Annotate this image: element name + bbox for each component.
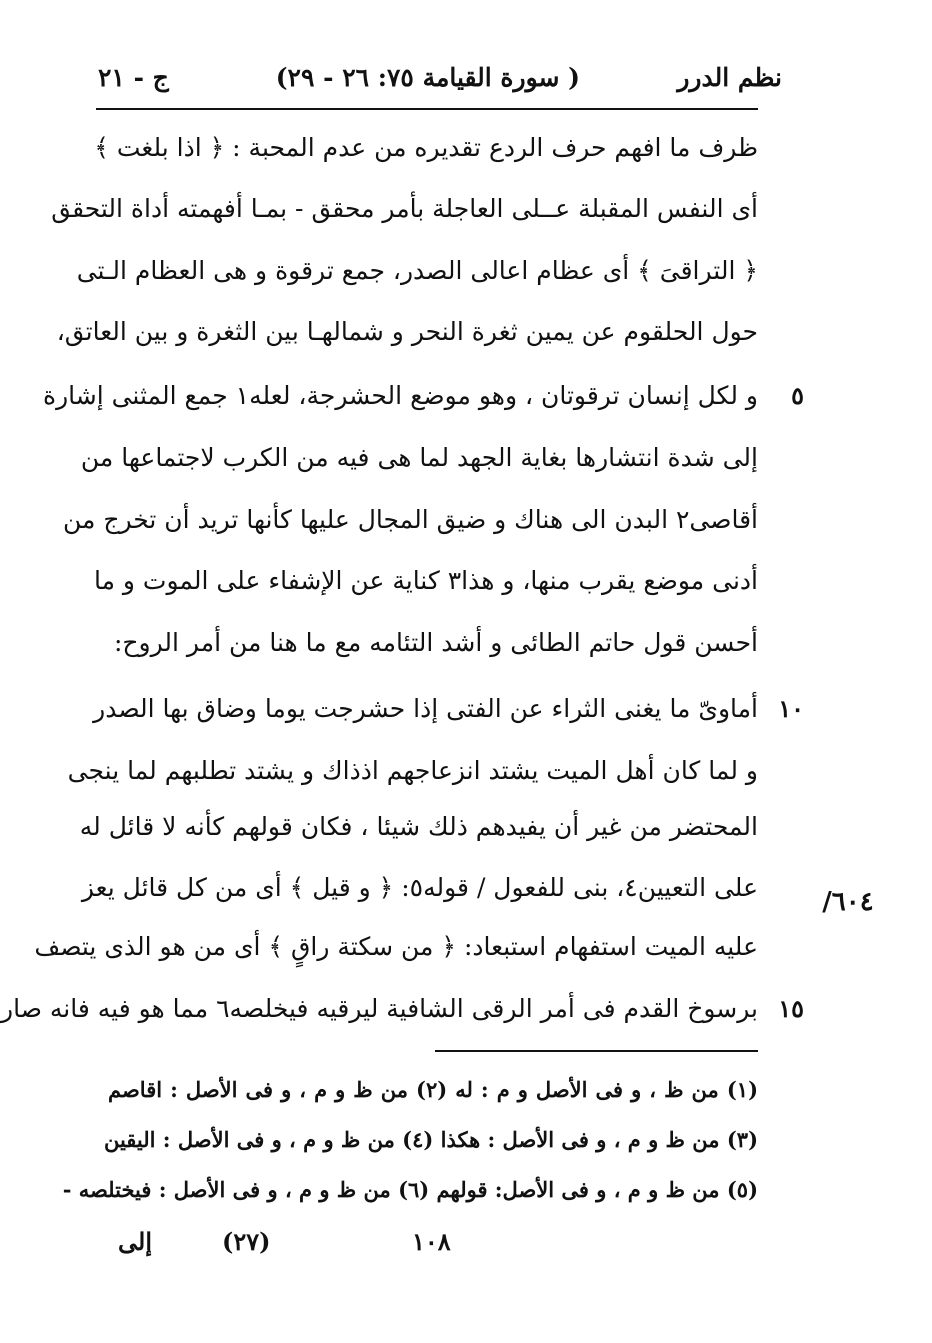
signature-mark: (٢٧) [222,1227,271,1256]
text-line: ظرف ما افهم حرف الردع تقديره من عدم المحبة : ﴿ اذا بلغت ﴾ [94,133,758,162]
line-number: ٥ [791,381,804,410]
text-line: المحتضر من غير أن يفيدهم ذلك شيئا ، فكان قولهم كأنه لا قائل له [79,812,758,841]
text-line: ﴿ التراقىَ ﴾ أى عظام اعالى الصدر، جمع ترقوة و هى العظام الـتى [76,256,758,285]
surah-reference: ( سورة القيامة ٧٥: ٢٦ - ٢٩) [275,63,580,92]
catchword: إلى [118,1227,152,1256]
text-line: أى النفس المقبلة عــلى العاجلة بأمر محقق - بمـا أفهمته أداة التحقق [51,194,758,223]
text-line: إلى شدة انتشارها بغاية الجهد لما هى فيه من الكرب لاجتماعها من [80,443,758,472]
text-line: و لكل إنسان ترقوتان ، وهو موضع الحشرجة، لعله١ جمع المثنى إشارة [42,381,758,410]
manuscript-folio-note: ٦٠٤/ [822,887,874,917]
text-line: على التعيين٤، بنى للفعول / قوله٥: ﴿ و قيل ﴾ أى من كل قائل يعز [81,873,758,902]
line-number: ١٥ [778,994,804,1023]
line-number: ١٠ [778,694,804,723]
part-number: ج - ٢١ [98,63,169,92]
page-number: ١٠٨ [412,1227,451,1256]
text-line: و لما كان أهل الميت يشتد انزعاجهم اذذاك و يشتد تطلبهم لما ينجى [67,756,758,785]
footnote-line: (٣) من ظ و م ، و فى الأصل : هكذا (٤) من ظ و م ، و فى الأصل : اليقين [103,1127,758,1152]
header-divider [96,108,758,110]
footnote-line: (٥) من ظ و م ، و فى الأصل: قولهم (٦) من ظ و م ، و فى الأصل : فيختلصه - [62,1177,758,1202]
text-line: أحسن قول حاتم الطائى و أشد التئامه مع ما هنا من أمر الروح: [113,628,758,657]
text-line: أقاصى٢ البدن الى هناك و ضيق المجال عليها كأنها تريد أن تخرج من [62,505,758,534]
book-title: نظم الدرر [677,63,782,92]
text-line: عليه الميت استفهام استبعاد: ﴿ من سكتة راقٍ ﴾ أى من هو الذى يتصف [34,932,758,961]
poetry-verse: أماوىّ ما يغنى الثراء عن الفتى إذا حشرجت يوما وضاق بها الصدر [93,694,758,723]
text-line: برسوخ القدم فى أمر الرقى الشافية ليرقيه فيخلصه٦ مما هو فيه فانه صار [1,994,758,1023]
footnote-line: (١) من ظ ، و فى الأصل و م : له (٢) من ظ و م ، و فى الأصل : اقاصم [108,1077,758,1102]
text-line: أدنى موضع يقرب منها، و هذا٣ كناية عن الإشفاء على الموت و ما [93,566,758,595]
footnote-divider [435,1050,758,1052]
text-line: حول الحلقوم عن يمين ثغرة النحر و شمالهـا بين الثغرة و بين العاتق، [56,317,758,346]
